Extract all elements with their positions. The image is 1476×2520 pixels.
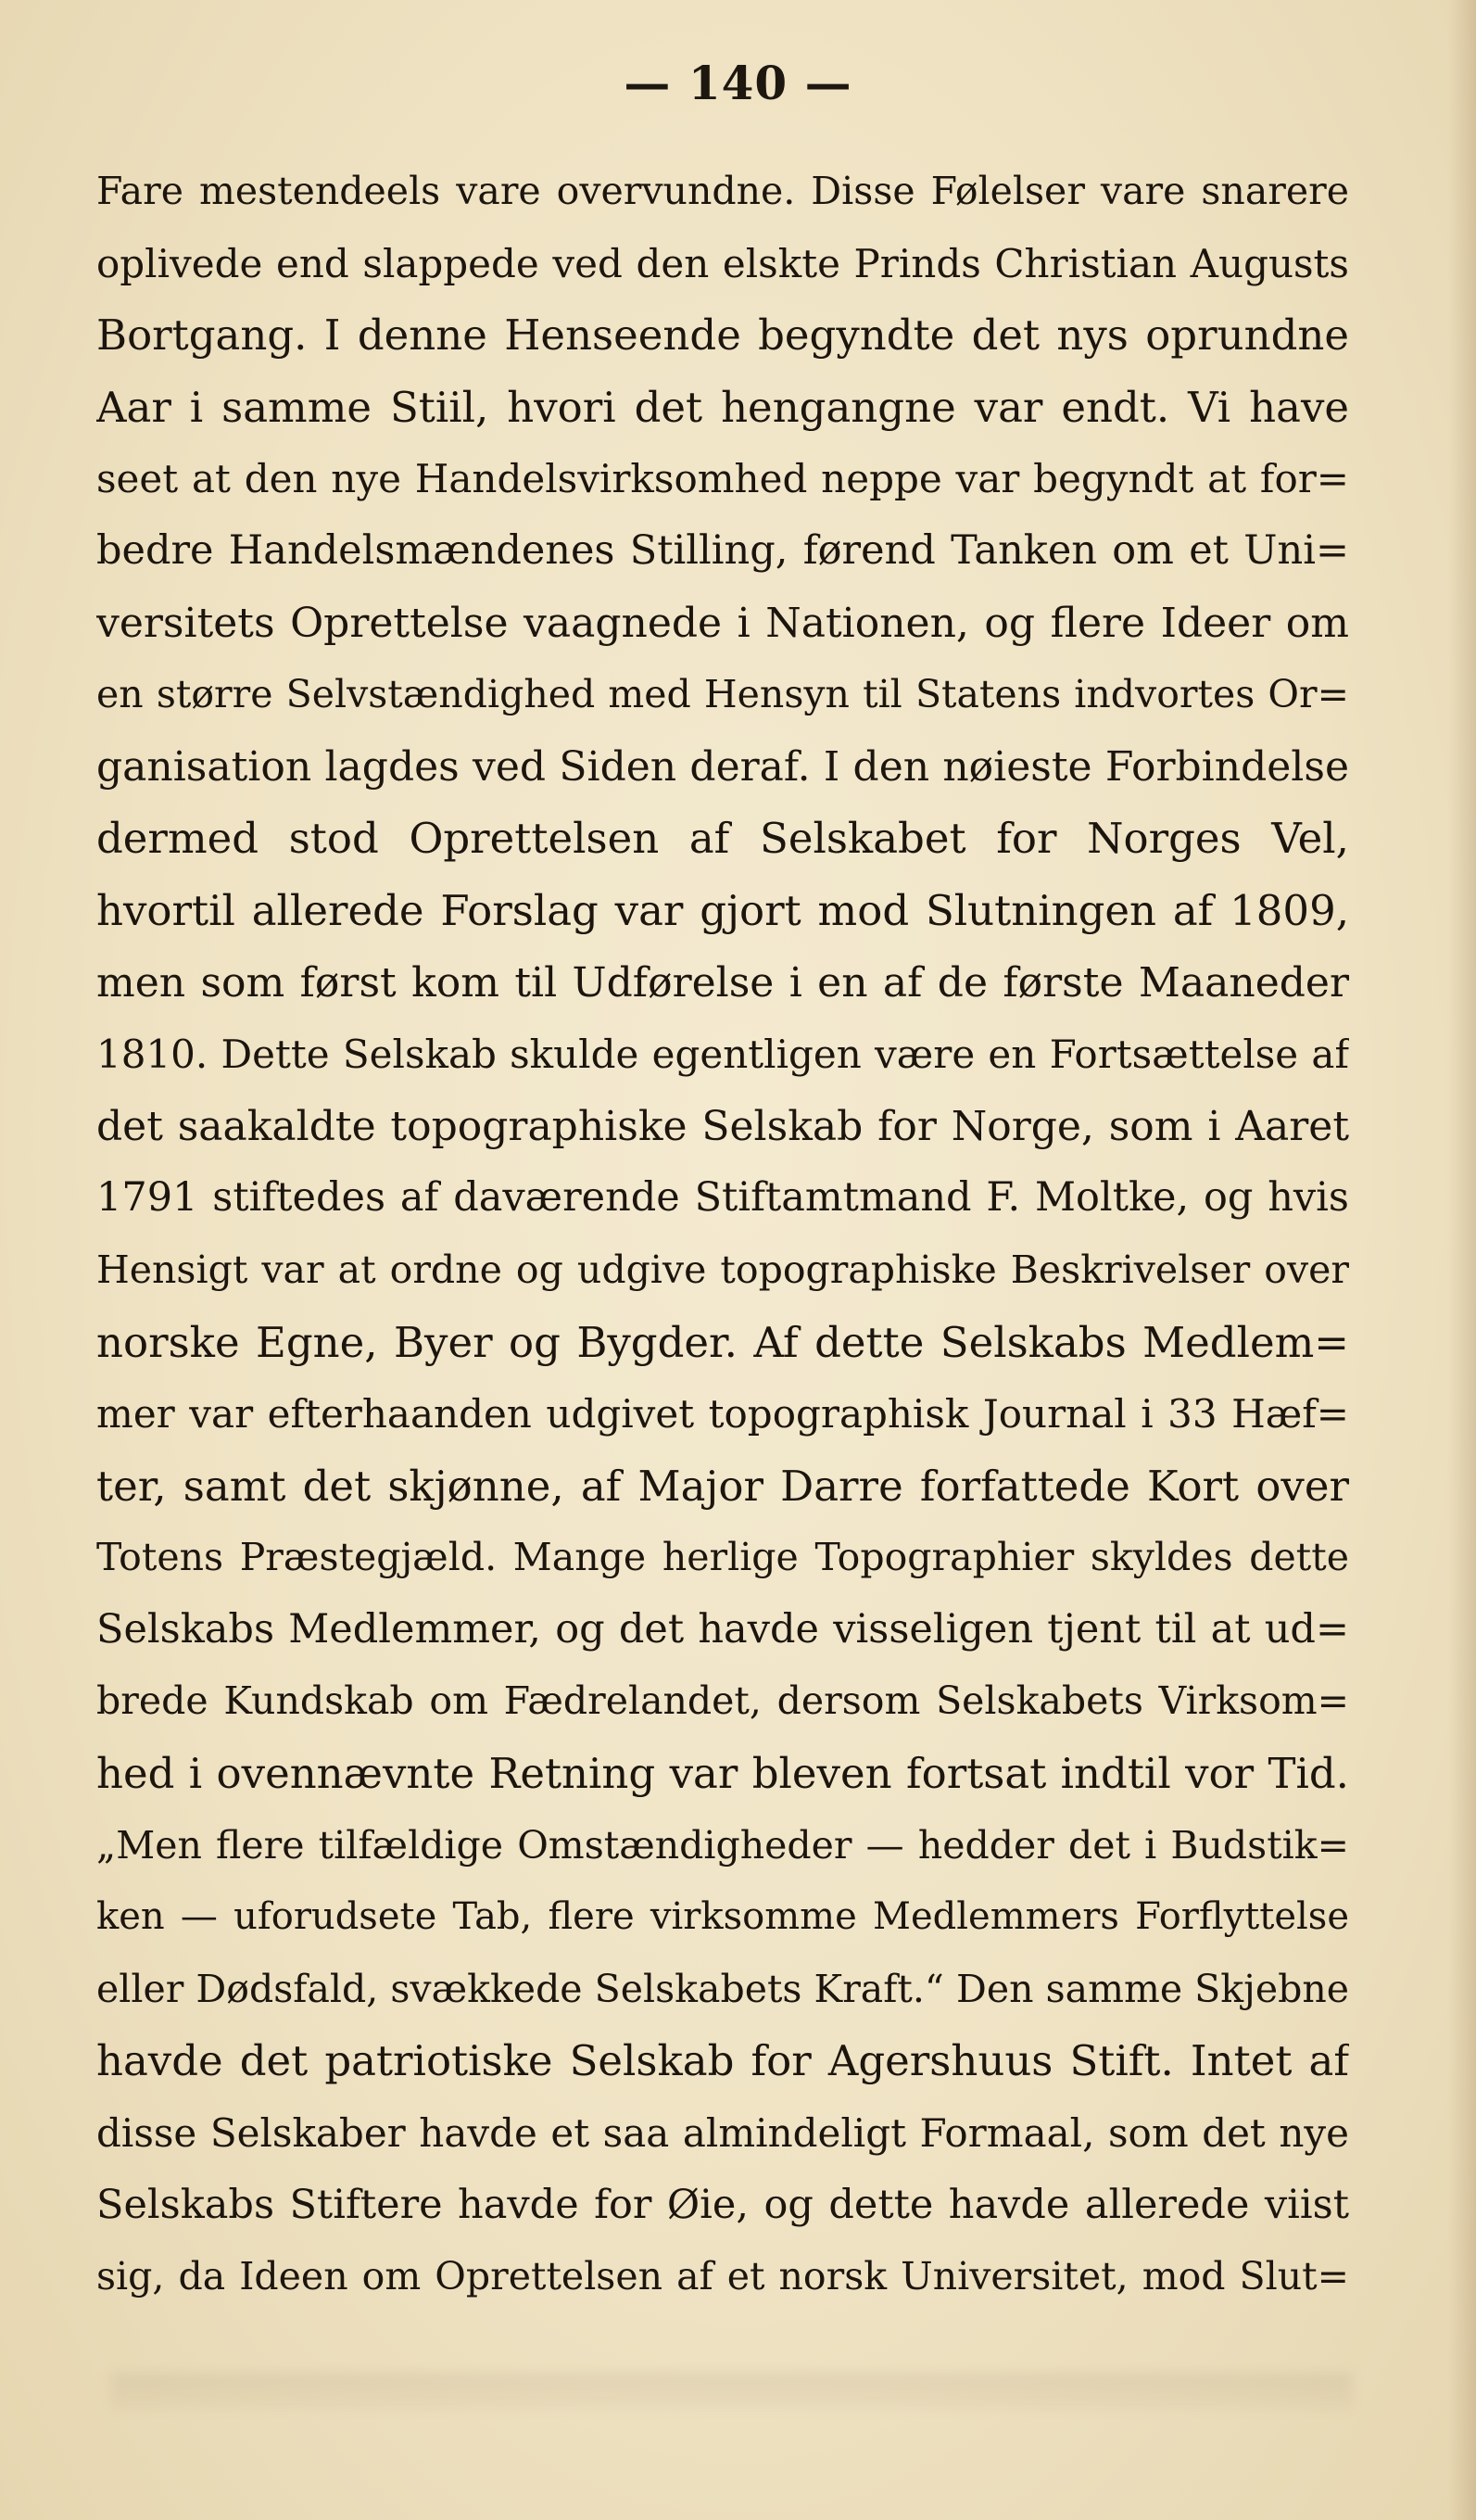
text-line: det saakaldte topographiske Selskab for Norge, som i Aaret	[96, 1102, 1349, 1150]
text-line: dermed stod Oprettelsen af Selskabet for Norges Vel,	[96, 814, 1349, 864]
page-number: — 140 —	[624, 56, 852, 110]
text-line: Selskabs Medlemmer, og det havde visseligen tjent til at ud=	[96, 1605, 1349, 1653]
text-line: hvortil allerede Forslag var gjort mod Slutningen af 1809,	[96, 885, 1349, 935]
text-line: 1791 stiftedes af daværende Stiftamtmand F. Moltke, og hvis	[96, 1174, 1349, 1222]
show-through-shadow	[111, 2373, 1353, 2410]
text-line: disse Selskaber havde et saa almindeligt Formaal, som det nye	[96, 2110, 1349, 2157]
text-line: eller Dødsfald, svækkede Selskabets Kraft.“ Den samme Skjebne	[96, 1966, 1349, 2011]
text-line: seet at den nye Handelsvirksomhed neppe var begyndt at for=	[96, 456, 1349, 502]
text-line: sig, da Ideen om Oprettelsen af et norsk Universitet, mod Slut=	[96, 2254, 1349, 2299]
text-line: mer var efterhaanden udgivet topographisk Journal i 33 Hæf=	[96, 1391, 1349, 1437]
text-line: havde det patriotiske Selskab for Agershuus Stift. Intet af	[96, 2036, 1349, 2086]
text-line: norske Egne, Byer og Bygder. Af dette Selskabs Medlem=	[96, 1317, 1349, 1367]
text-line: Fare mestendeels vare overvundne. Disse Følelser vare snarere	[96, 169, 1349, 213]
text-line: Bortgang. I denne Henseende begyndte det nys oprundne	[96, 310, 1349, 361]
text-line: bedre Handelsmændenes Stilling, førend Tanken om et Uni=	[96, 526, 1349, 574]
text-line: ter, samt det skjønne, af Major Darre forfattede Kort over	[96, 1461, 1349, 1511]
text-line: Selskabs Stiftere havde for Øie, og dette havde allerede viist	[96, 2181, 1349, 2228]
text-line: ken — uforudsete Tab, flere virksomme Medlemmers Forflyttelse	[96, 1895, 1349, 1939]
text-line: Totens Præstegjæld. Mange herlige Topographier skyldes dette	[96, 1535, 1349, 1580]
text-line: „Men flere tilfældige Omstændigheder — hedder det i Budstik=	[96, 1822, 1349, 1868]
text-line: brede Kundskab om Fædrelandet, dersom Selskabets Virksom=	[96, 1678, 1349, 1724]
text-line: ganisation lagdes ved Siden deraf. I den nøieste Forbindelse	[96, 742, 1349, 791]
text-line: en større Selvstændighed med Hensyn til Statens indvortes Or=	[96, 672, 1349, 717]
text-line: Hensigt var at ordne og udgive topographiske Beskrivelser over	[96, 1247, 1349, 1292]
text-line: versitets Oprettelse vaagnede i Nationen, og flere Ideer om	[96, 599, 1349, 647]
page-edge-shadow	[1448, 0, 1476, 2520]
text-line: 1810. Dette Selskab skulde egentligen være en Fortsættelse af	[96, 1032, 1349, 1078]
text-line: oplivede end slappede ved den elskte Prinds Christian Augusts	[96, 240, 1349, 286]
text-line: men som først kom til Udførelse i en af de første Maaneder	[96, 958, 1349, 1007]
text-line: Aar i samme Stiil, hvori det hengangne var endt. Vi have	[96, 382, 1349, 432]
body-text	[96, 156, 1349, 2313]
text-line: hed i ovennævnte Retning var bleven fortsat indtil vor Tid.	[96, 1749, 1349, 1799]
